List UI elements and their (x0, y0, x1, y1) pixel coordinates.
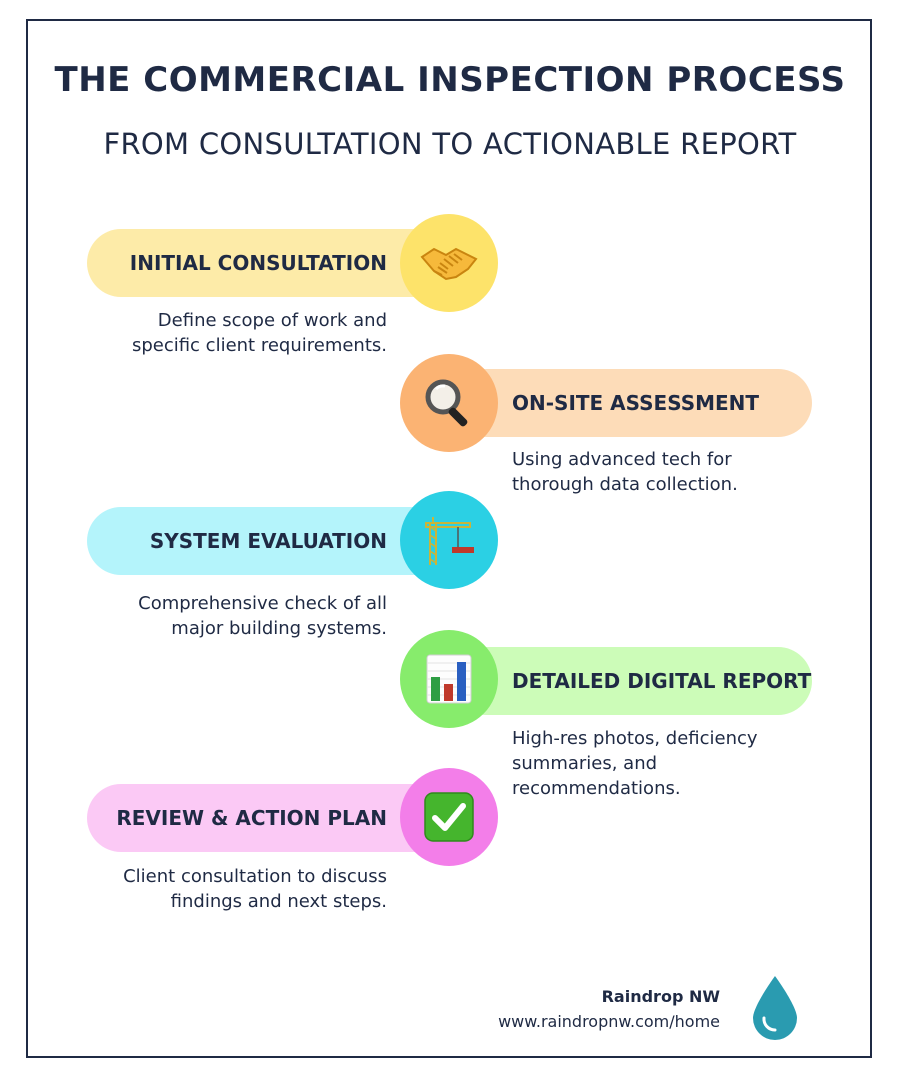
crane-icon (422, 513, 476, 567)
step-1-circle (400, 214, 498, 312)
step-4-description: High-res photos, deficiency summaries, and recommendations. (512, 728, 758, 799)
step-2-circle (400, 354, 498, 452)
step-5-label: REVIEW & ACTION PLAN (116, 806, 387, 830)
page-title: THE COMMERCIAL INSPECTION PROCESS (54, 60, 846, 100)
step-3-label: SYSTEM EVALUATION (149, 529, 387, 553)
step-1-description: Define scope of work and specific client requirements. (131, 310, 387, 356)
step-1-pill (87, 229, 447, 297)
brand-url[interactable]: www.raindropnw.com/home (498, 1012, 720, 1031)
raindrop-logo (750, 974, 800, 1042)
step-3-circle (400, 491, 498, 589)
page-subtitle: FROM CONSULTATION TO ACTIONABLE REPORT (103, 127, 797, 161)
step-1-label: INITIAL CONSULTATION (129, 251, 387, 275)
step-2-label: ON-SITE ASSESSMENT (512, 391, 760, 415)
step-2-pill (452, 369, 812, 437)
step-3-pill (87, 507, 447, 575)
bar-chart-icon (426, 654, 472, 704)
handshake-icon (420, 243, 478, 283)
step-3-description: Comprehensive check of all major building systems. (138, 593, 387, 639)
check-mark-icon (424, 792, 474, 842)
step-4-label: DETAILED DIGITAL REPORT (512, 669, 812, 693)
brand-name: Raindrop NW (601, 987, 720, 1006)
step-2-description: Using advanced tech for thorough data collection. (512, 449, 738, 495)
step-4-pill (452, 647, 812, 715)
step-5-circle (400, 768, 498, 866)
step-4-circle (400, 630, 498, 728)
magnifying-glass-icon (423, 377, 475, 429)
step-5-description: Client consultation to discuss findings and next steps. (123, 866, 387, 912)
step-5-pill (87, 784, 447, 852)
